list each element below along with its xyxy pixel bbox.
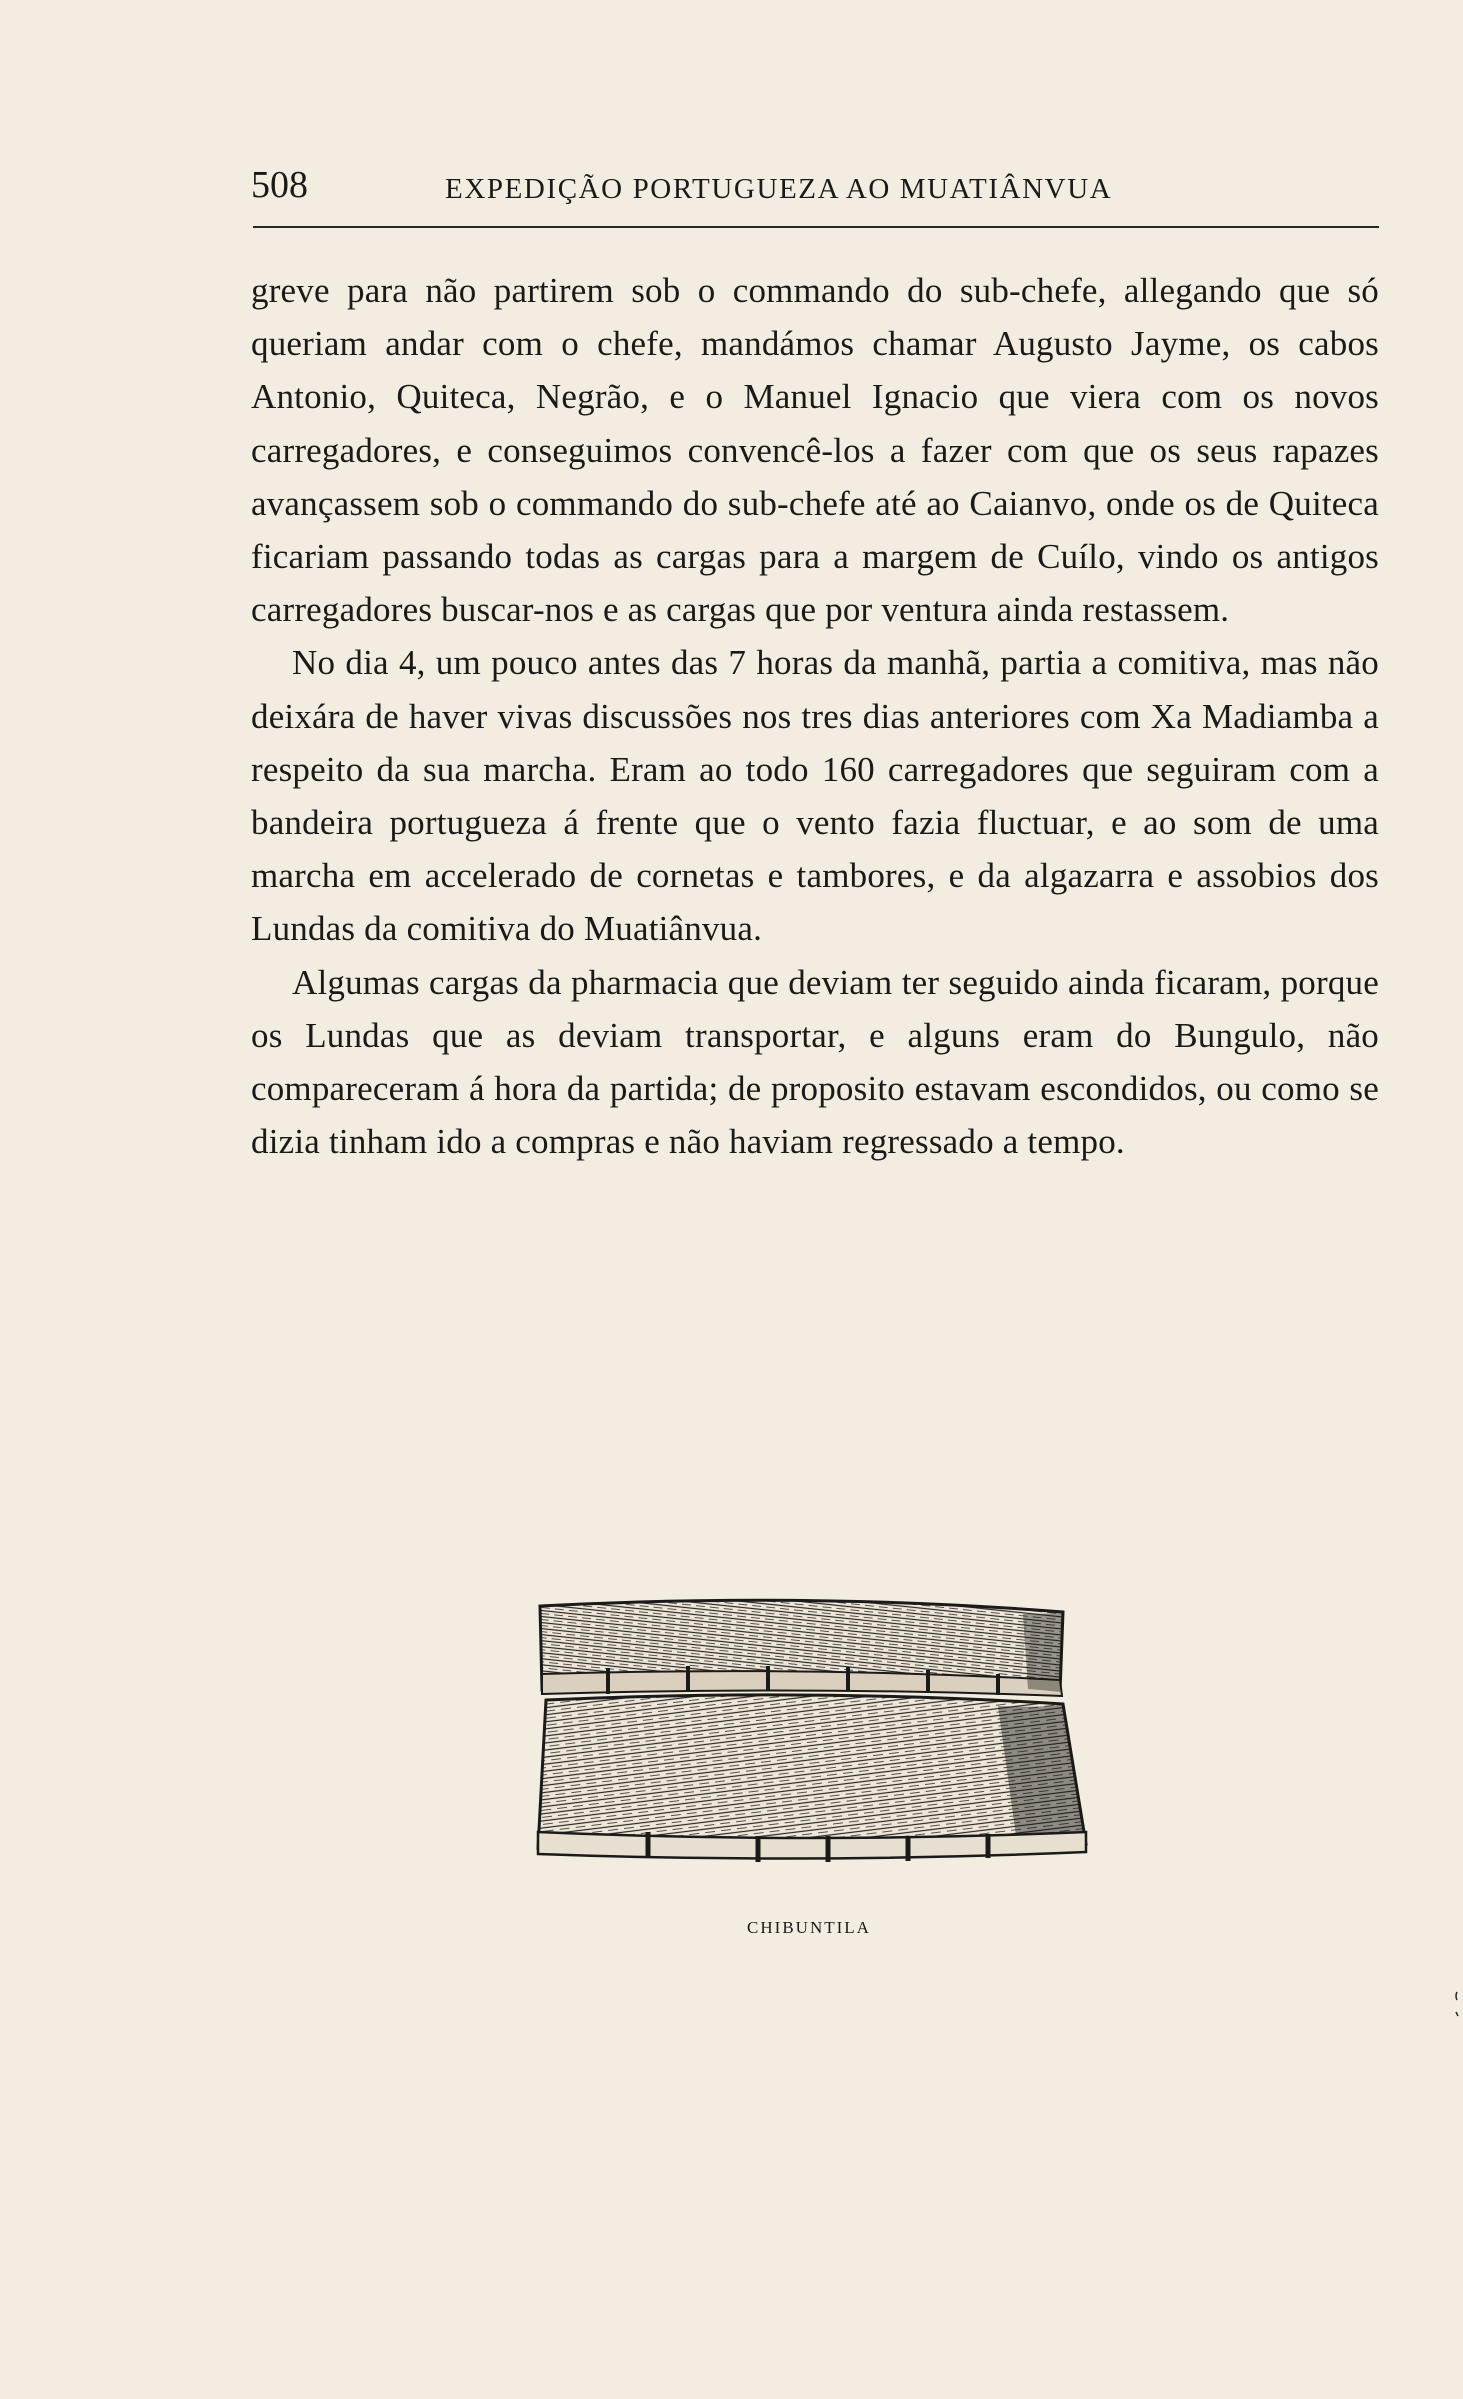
body-text	[251, 264, 1379, 1168]
running-title: EXPEDIÇÃO PORTUGUEZA AO MUATIÂNVUA	[445, 173, 1113, 205]
figure-caption: CHIBUNTILA	[747, 1918, 871, 1937]
paragraph: Algumas cargas da pharmacia que deviam ter seguido ainda ficaram, porque os Lundas que as deviam transportar, e alguns eram do Bungulo, não compareceram á hora da partida; de proposito estavam escondidos, ou como se dizia tinham ido a compras e não haviam regressado a tempo.	[251, 962, 1379, 1162]
margin-mark	[1454, 1990, 1460, 2020]
page-number: 508	[251, 164, 308, 206]
basket-icon	[528, 1596, 1090, 1876]
chibuntila-illustration	[528, 1596, 1090, 1876]
paragraph: greve para não partirem sob o commando do sub-chefe, allegando que só queriam andar com o chefe, mandámos chamar Augusto Jayme, os cabos Antonio, Quiteca, Negrão, e o Manuel Ignacio que viera com os novos carregadores, e conseguimos convencê-los a fazer com que os seus rapazes avançassem sob o commando do sub-chefe até ao Caianvo, onde os de Quiteca ficariam passando todas as cargas para a margem de Cuílo, vindo os antigos carregadores buscar-nos e as cargas que por ventura ainda restassem.	[251, 271, 1379, 630]
header-rule	[253, 226, 1379, 228]
running-header	[251, 160, 1379, 210]
paragraph: No dia 4, um pouco antes das 7 horas da manhã, partia a comitiva, mas não deixára de haver vivas discussões nos tres dias anteriores com Xa Madiamba a respeito da sua marcha. Eram ao todo 160 carregadores que seguiram com a bandeira portugueza á frente que o vento fazia fluctuar, e ao som de uma marcha em accelerado de cornetas e tambores, e da algazarra e assobios dos Lundas da comitiva do Muatiânvua.	[251, 643, 1379, 949]
